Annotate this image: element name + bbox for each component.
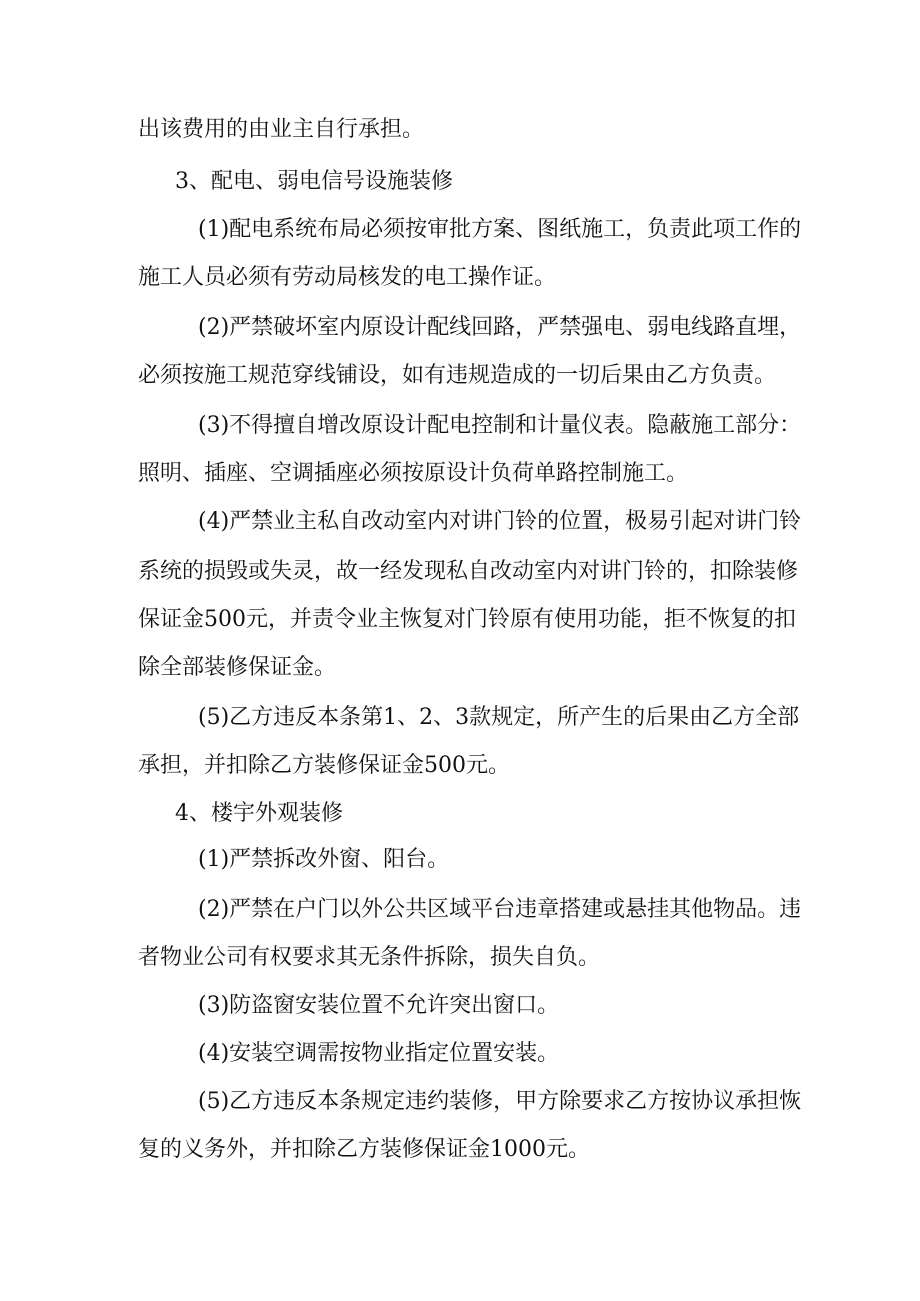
paragraph-line: (1)严禁拆改外窗、阳台。 [198,847,450,872]
paragraph-line: 者物业公司有权要求其无条件拆除，损失自负。 [138,945,601,970]
paragraph-line: (4)安装空调需按物业指定位置安装。 [198,1041,560,1066]
paragraph-line: 必须按施工规范穿线铺设，如有违规造成的一切后果由乙方负责。 [138,363,777,388]
section-heading: 3、配电、弱电信号设施装修 [175,169,453,194]
paragraph-line: 施工人员必须有劳动局核发的电工操作证。 [138,265,557,290]
section-heading: 4、楼宇外观装修 [175,801,343,826]
paragraph-line: (5)乙方违反本条第1、2、3款规定，所产生的后果由乙方全部 [198,705,800,730]
paragraph-line: 除全部装修保证金。 [138,655,337,680]
paragraph-line: 系统的损毁或失灵，故一经发现私自改动室内对讲门铃的，扣除装修 [138,559,799,584]
paragraph-line: (2)严禁在户门以外公共区域平台违章搭建或悬挂其他物品。违 [198,897,802,922]
paragraph-line: (2)严禁破坏室内原设计配线回路，严禁强电、弱电线路直埋， [198,315,802,340]
paragraph-line: (4)严禁业主私自改动室内对讲门铃的位置，极易引起对讲门铃 [198,509,802,534]
paragraph-line: 出该费用的由业主自行承担。 [138,117,425,142]
paragraph-line: (5)乙方违反本条规定违约装修，甲方除要求乙方按协议承担恢 [198,1089,802,1114]
paragraph-line: (3)不得擅自增改原设计配电控制和计量仪表。隐蔽施工部分： [198,413,802,438]
paragraph-line: 承担，并扣除乙方装修保证金500元。 [138,753,510,778]
paragraph-line: 保证金500元，并责令业主恢复对门铃原有使用功能，拒不恢复的扣 [138,607,796,632]
paragraph-line: (3)防盗窗安装位置不允许突出窗口。 [198,993,560,1018]
paragraph-line: 复的义务外，并扣除乙方装修保证金1000元。 [138,1137,590,1162]
paragraph-line: (1)配电系统布局必须按审批方案、图纸施工，负责此项工作的 [198,217,802,242]
paragraph-line: 照明、插座、空调插座必须按原设计负荷单路控制施工。 [138,461,689,486]
